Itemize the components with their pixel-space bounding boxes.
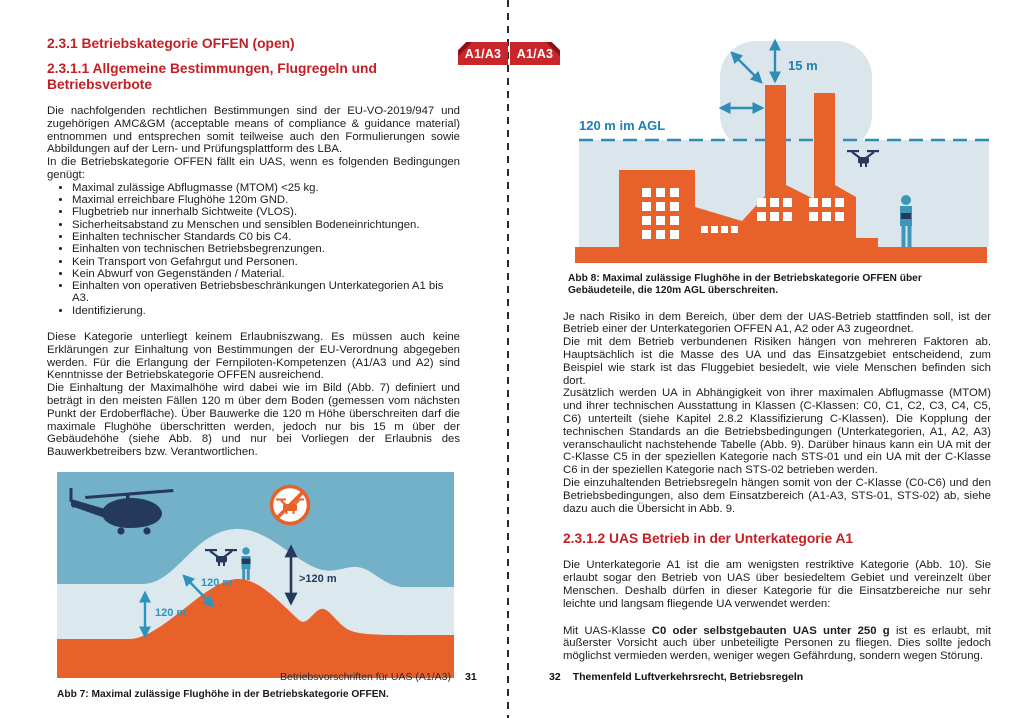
list-item: • Identifizierung. bbox=[72, 305, 460, 317]
paragraph-c0-prefix: Mit UAS-Klasse bbox=[563, 624, 652, 637]
figure8-caption: Abb 8: Maximal zulässige Flughöhe in der Betriebskategorie OFFEN über Gebäudeteile, die 120m AGL überschreiten. bbox=[568, 273, 922, 296]
height-label-left: 120 m bbox=[155, 607, 187, 620]
page-number-31: 31 bbox=[464, 671, 477, 683]
agl-height-label: 120 m im AGL bbox=[579, 118, 666, 133]
no-drone-zone-icon bbox=[272, 487, 309, 524]
paragraph-betriebsregeln: Die einzuhaltenden Betriebsregeln hängen somit von der C-Klasse (C0-C6) und den Betriebsbedingungen, also dem Einsatzbereich (A1-A3, STS-01, STS-02) ab, siehe dazu auch die Übersicht in Abb. 9. bbox=[563, 476, 991, 515]
height-label-diagonal: 120 m bbox=[201, 577, 233, 590]
list-item: • Kein Transport von Gefahrgut und Personen. bbox=[72, 256, 460, 268]
figure-abb8 bbox=[575, 25, 993, 263]
paragraph-a1: Die Unterkategorie A1 ist die am wenigsten restriktive Kategorie (Abb. 10). Sie erlaubt sogar den Betrieb von UAS über besiedeltem Gebiet und vereinzelt über Menschen. Deshalb dürfen in dieser Kategorie für die Einsatzbereiche nur sehr leichte und langsam fliegende UA verwendet werden: bbox=[563, 559, 991, 610]
ground bbox=[575, 247, 987, 263]
chimney-height-label: 15 m bbox=[788, 58, 818, 73]
figure-abb7 bbox=[57, 472, 454, 678]
paragraph-risiko: Je nach Risiko in dem Bereich, über dem der UAS-Betrieb stattfinden soll, ist der Betrieb einer der Unterkategorien OFFEN A1, A2 oder A3 zugeordnet. bbox=[563, 310, 991, 336]
section-heading: 2.3.1 Betriebskategorie OFFEN (open) bbox=[47, 36, 295, 51]
left-page bbox=[47, 36, 460, 701]
list-item: • Einhalten von operativen Betriebsbeschränkungen Unterkategorien A1 bis A3. bbox=[72, 280, 460, 305]
subsection-heading: 2.3.1.1 Allgemeine Bestimmungen, Flugregeln und Betriebsverbote bbox=[47, 61, 377, 92]
list-item: • Flugbetrieb nur innerhalb Sichtweite (VLOS). bbox=[72, 206, 460, 218]
category-badge-right: A1/A3 bbox=[510, 42, 560, 65]
paragraph-maxhoehe: Die Einhaltung der Maximalhöhe wird dabei wie im Bild (Abb. 7) definiert und beträgt in den meisten Fällen 120 m über dem Boden (gemessen vom nächsten Punkt der Erdoberfläche). Über Bauwerke die 120 m Höhe überschreiten darf die maximale Flughöhe überschritten werden, jedoch nur bis 15 m über der Gebäudehöhe (siehe Abb. 8) und nur bei Vorliegen der Erlaubnis des Bauwerkbetreibers bzw. Verantwortlichen. bbox=[47, 382, 460, 459]
paragraph-erlaubnis: Diese Kategorie unterliegt keinem Erlaubniszwang. Es müssen auch keine Erklärungen zur Einhaltung von Bestimmungen der EU-Verordnung abgegeben werden. Für die Erlangung der Fernpiloten-Kompetenzen (A1/A3 und A2) sind Kenntnisse der Betriebskategorie OFFEN ausreichend. bbox=[47, 331, 460, 382]
footer-left-text: Betriebsvorschriften für UAS (A1/A3) bbox=[280, 671, 451, 683]
page-number-32: 32 bbox=[549, 671, 561, 683]
list-item: • Einhalten technischer Standards C0 bis C4. bbox=[72, 231, 460, 243]
category-badge-left: A1/A3 bbox=[458, 42, 508, 65]
figure7-caption: Abb 7: Maximal zulässige Flughöhe in der Betriebskategorie OFFEN. bbox=[57, 689, 389, 701]
page-cut-line bbox=[507, 0, 509, 718]
paragraph-c0-suffix: ist es erlaubt, mit äußerster Vorsicht auch über unbeteiligte Personen zu fliegen. Dies sollte jedoch möglichst vermieden werden, weniger wegen Gefährdung, sondern wegen Störung. bbox=[563, 624, 992, 663]
footer-right-text: Themenfeld Luftverkehrsrecht, Betriebsregeln bbox=[572, 671, 804, 683]
footer-right bbox=[549, 671, 803, 683]
right-page bbox=[563, 25, 991, 663]
paragraph-c0 bbox=[563, 625, 991, 663]
subsection-heading-a1: 2.3.1.2 UAS Betrieb in der Unterkategorie A1 bbox=[563, 531, 854, 547]
footer-left bbox=[280, 671, 477, 683]
list-item: • Maximal erreichbare Flughöhe 120m GND. bbox=[72, 194, 460, 206]
paragraph-c0-bold: C0 oder selbstgebauten UAS unter 250 g bbox=[651, 624, 890, 637]
paragraph-klassen: Zusätzlich werden UA in Abhängigkeit von ihrer maximalen Abflugmasse (MTOM) und ihrer technischen Ausstattung in Klassen (C-Klassen: C0, C1, C2, C3, C4, C5, C6) unterteilt (siehe Kapitel 2.8.2 Klassifizierung C-Klassen). Die Kopplung der technischen Standards an die Betriebsbedingungen (Unterkategorien, A1, A2, A3) veranschaulicht nachstehende Tabelle (Abb. 9). Darüber hinaus kann ein UA mit der C-Klasse C5 in der speziellen Kategorie nach STS-01 und ein UA mit der C-Klasse C6 in der speziellen Kategorie nach STS-02 betrieben werden. bbox=[563, 387, 991, 477]
height-label-peak: >120 m bbox=[299, 573, 337, 586]
list-item: • Sicherheitsabstand zu Menschen und sensiblen Bodeneinrichtungen. bbox=[72, 219, 460, 231]
conditions-list bbox=[47, 182, 460, 317]
list-item: • Maximal zulässige Abflugmasse (MTOM) <25 kg. bbox=[72, 182, 460, 194]
list-item: • Einhalten von technischen Betriebsbegrenzungen. bbox=[72, 243, 460, 255]
paragraph-faktoren: Die mit dem Betrieb verbundenen Risiken hängen von mehreren Faktoren ab. Hauptsächlich ist die Masse des UA und das Einsatzgebiet entscheidend, zum Beispiel wie stark ist das Fluggebiet besiedelt, wie viele Menschen befinden sich dort. bbox=[563, 336, 991, 387]
conditions-intro: In die Betriebskategorie OFFEN fällt ein UAS, wenn es folgenden Bedingungen genügt: bbox=[47, 156, 460, 181]
intro-paragraph: Die nachfolgenden rechtlichen Bestimmungen sind der EU-VO-2019/947 und zugehörigen AMC&GM (acceptable means of compliance & guidance material) entnommen und entsprechen somit teilweise auch den Formulierungen sowie Abbildungen auf der Lern- und Prüfungsplattform des LBA. bbox=[47, 105, 460, 156]
list-item: • Kein Abwurf von Gegenständen / Material. bbox=[72, 268, 460, 280]
